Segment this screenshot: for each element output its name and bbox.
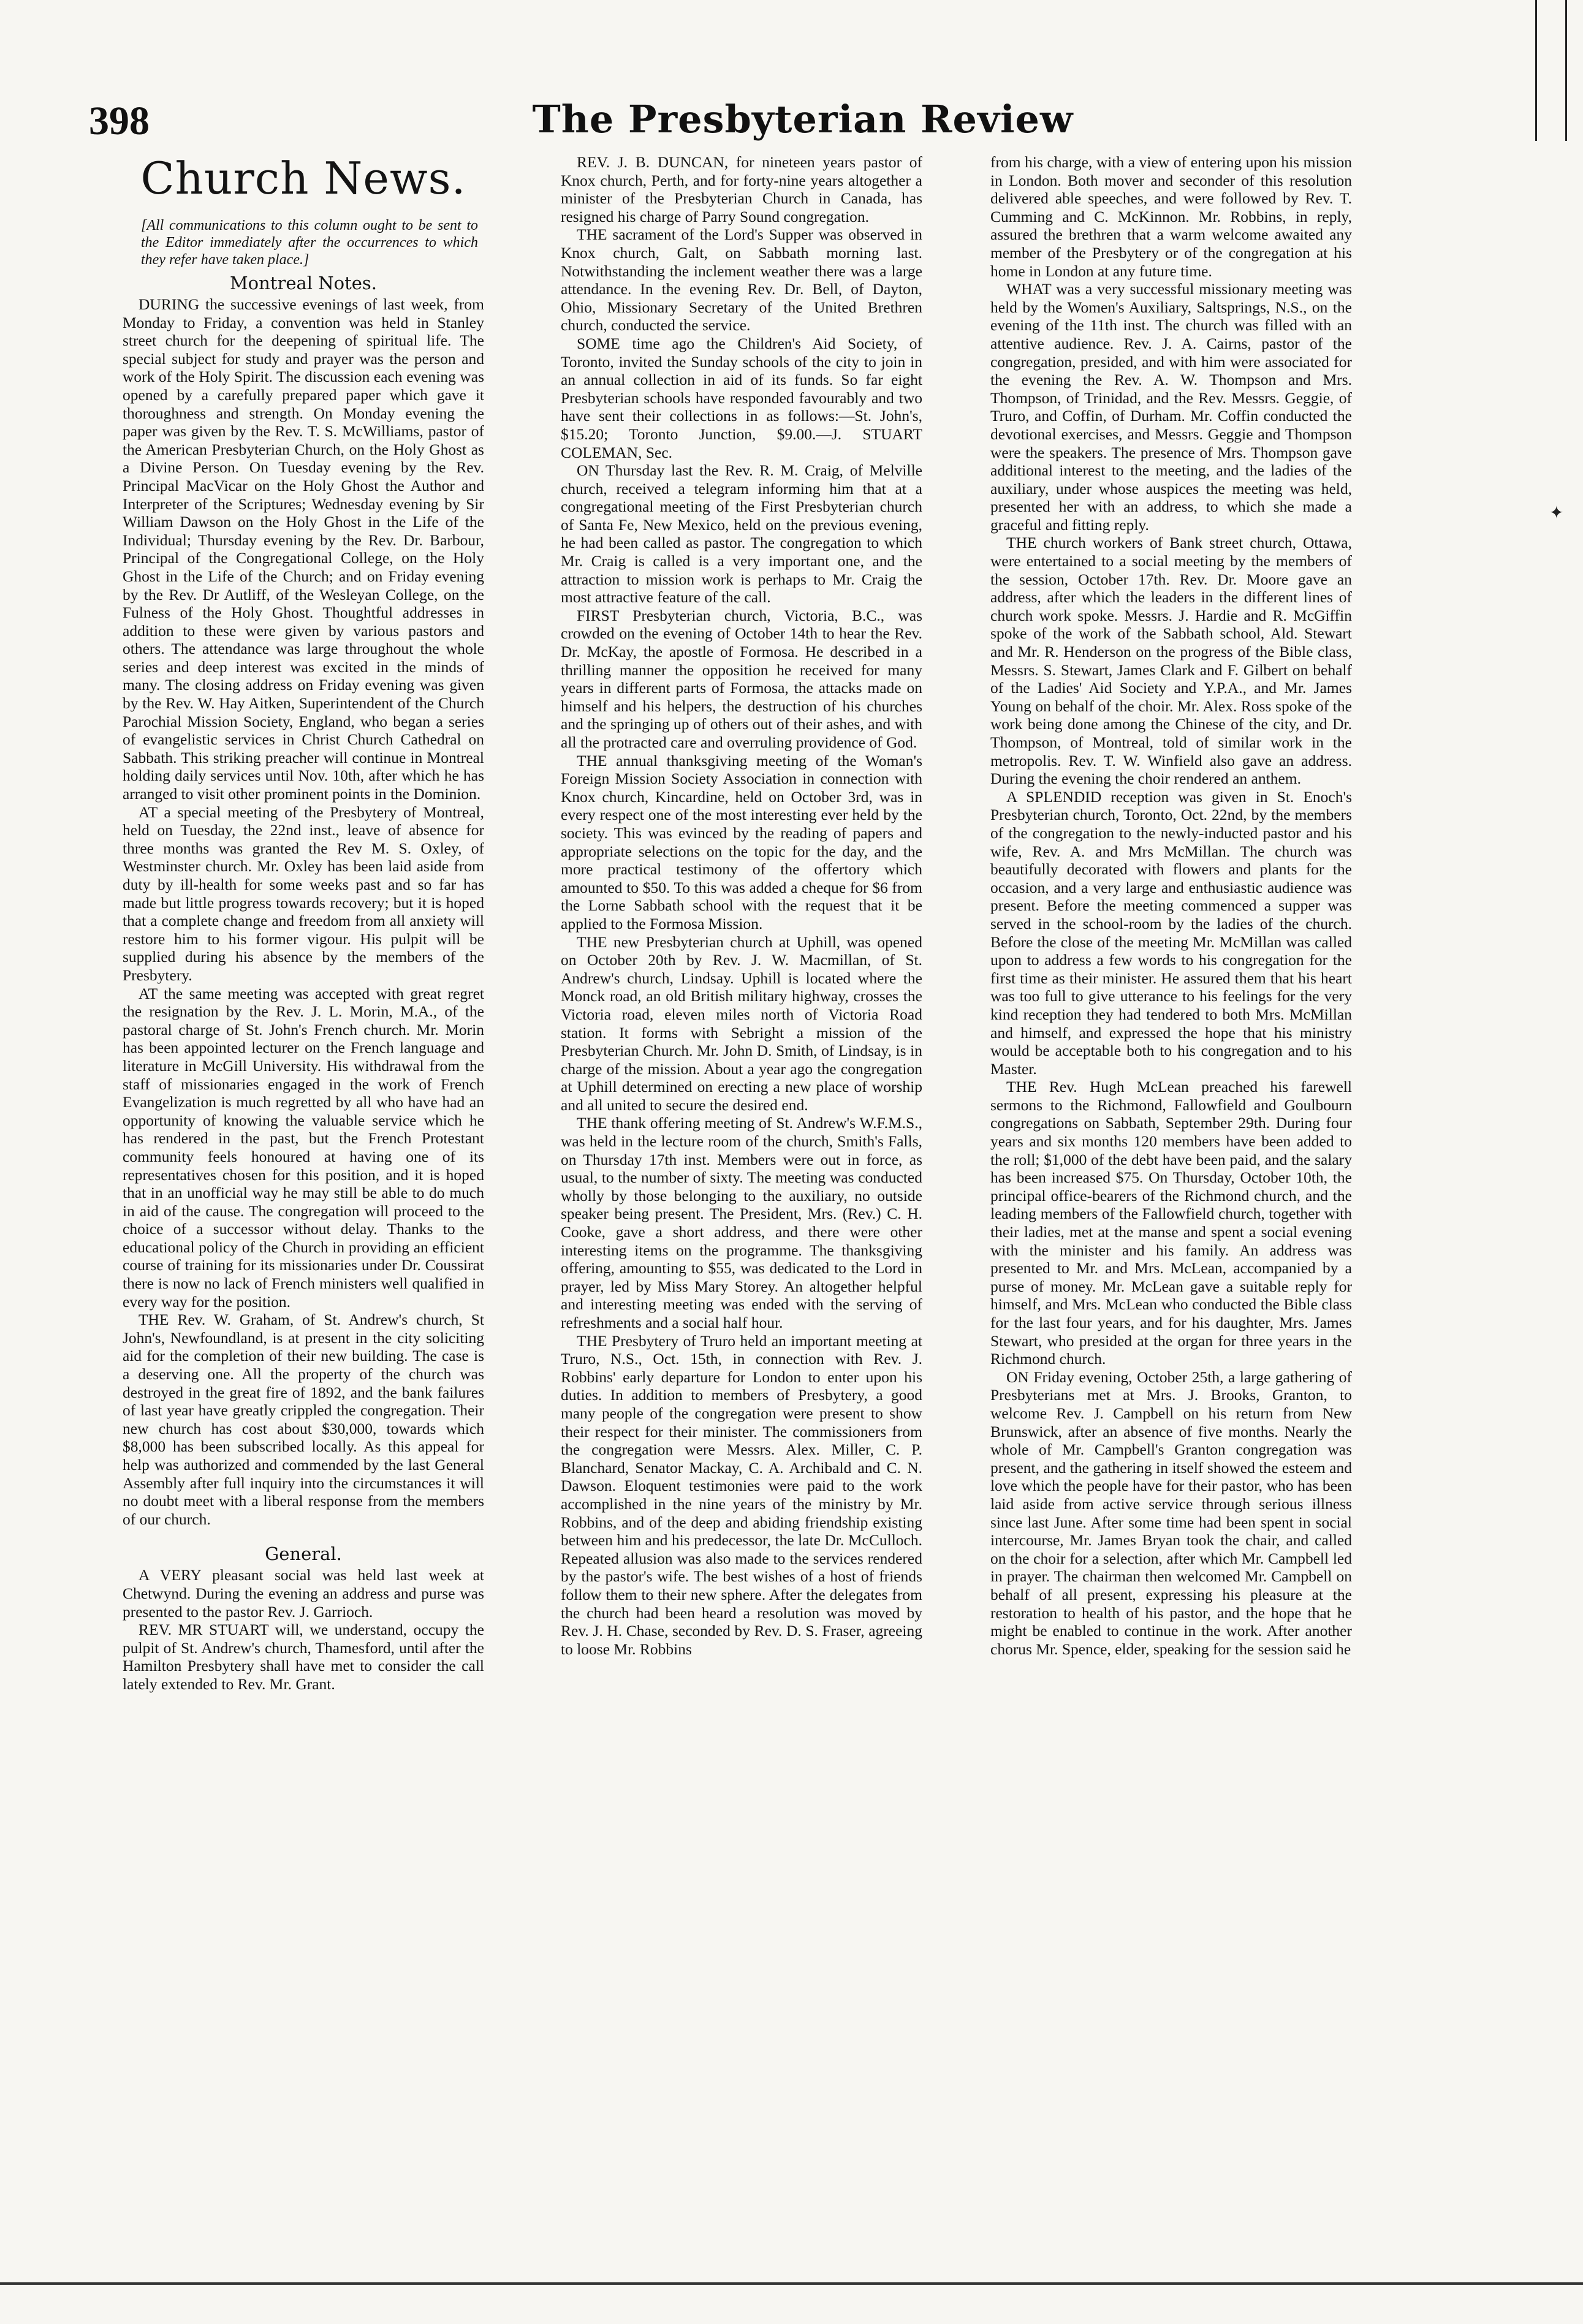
article-paragraph: ON Friday evening, October 25th, a large gathering of Presbyterians met at Mrs. J. Brooks, Granton, to welcome Rev. J. Campbell on his return from New Brunswick, after an absence of five months. Nearly the whole of Mr. Campbell's Granton congregation was present, and the gathering in itself showed the esteem and love which the people have for their pastor, who has been laid aside from active service through serious illness since last June. After some time had been spent in social intercourse, Mr. James Bryan took the chair, and called on the choir for a selection, after which Mr. Campbell led in prayer. The chairman then welcomed Mr. Campbell on behalf of all present, expressing his pleasure at the restoration to health of his pastor, and the hope that he might be enabled to continue in the work. After another chorus Mr. Spence, elder, speaking for the session said he — [990, 1368, 1352, 1658]
subhead-general: General. — [265, 1543, 342, 1565]
article-paragraph: THE thank offering meeting of St. Andrew's W.F.M.S., was held in the lecture room of the church, Smith's Falls, on Thursday 17th inst. Members were out in force, as usual, to the number of sixty. The meeting was conducted wholly by those belonging to the auxiliary, no outside speaker being present. The President, Mrs. (Rev.) C. H. Cooke, gave a short address, and there were other interesting items on the programme. The thanksgiving offering, amounting to $55, was dedicated to the Lord in prayer, led by Miss Mary Storey. An altogether helpful and interesting meeting was ended with the serving of refreshments and a social half hour. — [561, 1114, 922, 1331]
article-paragraph: THE Rev. Hugh McLean preached his farewell sermons to the Richmond, Fallowfield and Goulbourn congregations on Sabbath, September 29th. During four years and six months 120 members have been added to the roll; $1,000 of the debt have been paid, and the salary has been increased $75. On Thursday, October 10th, the principal office-bearers of the Richmond church, and the leading members of the Fallowfield church, together with their ladies, met at the manse and spent a social evening with the minister and his family. An address was presented to Mr. and Mrs. McLean, accompanied by a purse of money. Mr. McLean gave a suitable reply for himself, and Mrs. McLean who conducted the Bible class for the last four years, and for his daughter, Mrs. James Stewart, who presided at the organ for three years in the Richmond church. — [990, 1078, 1352, 1368]
article-paragraph: SOME time ago the Children's Aid Society, of Toronto, invited the Sunday schools of the city to join in an annual collection in aid of its funds. So far eight Presbyterian schools have responded favourably and two have sent their collections in as follows:—St. John's, $15.20; Toronto Junction, $9.00.—J. STUART COLEMAN, Sec. — [561, 334, 922, 461]
section-title: Church News. — [140, 153, 466, 204]
column-2 — [561, 153, 922, 1658]
article-paragraph: A SPLENDID reception was given in St. Enoch's Presbyterian church, Toronto, Oct. 22nd, by the members of the congregation to the newly-inducted pastor and his wife, Rev. A. and Mrs McMillan. The church was beautifully decorated with flowers and plants for the occasion, and a very large and enthusiastic audience was present. Before the meeting commenced a supper was served in the school-room by the ladies of the church. Before the close of the meeting Mr. McMillan was called upon to address a few words to his congregation for the first time as their minister. He assured them that his heart was too full to give utterance to his feelings for the very kind reception they had tendered to both Mrs. McMillan and himself, and expressed the hope that his ministry would be acceptable both to his congregation and to his Master. — [990, 787, 1352, 1078]
publication-title: The Presbyterian Review — [532, 97, 1074, 142]
article-paragraph: THE new Presbyterian church at Uphill, was opened on October 20th by Rev. J. W. Macmillan, of St. Andrew's church, Lindsay. Uphill is located where the Monck road, an old British military highway, crosses the Victoria road, eleven miles north of Victoria Road station. It forms with Sebright a mission of the Presbyterian Church. Mr. John D. Smith, of Lindsay, is in charge of the mission. About a year ago the congregation at Uphill determined on erecting a new place of worship and all united to secure the desired end. — [561, 933, 922, 1114]
article-paragraph: from his charge, with a view of entering upon his mission in London. Both mover and seconder of this resolution delivered able speeches, and were followed by Rev. T. Cumming and C. McKinnon. Mr. Robbins, in reply, assured the brethren that a warm welcome awaited any member of the Presbytery or of the congregation at his home in London at any future time. — [990, 153, 1352, 280]
article-paragraph: THE Presbytery of Truro held an important meeting at Truro, N.S., Oct. 15th, in connection with Rev. J. Robbins' early departure for London to enter upon his duties. In addition to members of Presbytery, a good many people of the congregation were present to show their respect for their minister. The commissioners from the congregation were Messrs. Alex. Miller, C. P. Blanchard, Senator Mackay, C. A. Archibald and C. N. Dawson. Eloquent testimonies were paid to the work accomplished in the nine years of the ministry by Mr. Robbins, and of the deep and abiding friendship existing between him and his predecessor, the late Dr. McCulloch. Repeated allusion was also made to the services rendered by the pastor's wife. The best wishes of a host of friends follow them to their new sphere. After the delegates from the church had been heard a resolution was moved by Rev. J. H. Chase, seconded by Rev. D. S. Fraser, agreeing to loose Mr. Robbins — [561, 1331, 922, 1658]
article-paragraph: THE annual thanksgiving meeting of the Woman's Foreign Mission Society Association in connection with Knox church, Kincardine, held on October 3rd, was in every respect one of the most interesting ever held by the society. This was evinced by the reading of papers and appropriate selections on the topic for the day, and the more practical testimony of the offertory which amounted to $50. To this was added a cheque for $6 from the Lorne Sabbath school with the request that it be applied to the Formosa Mission. — [561, 751, 922, 933]
article-paragraph: THE Rev. W. Graham, of St. Andrew's church, St John's, Newfoundland, is at present in the city soliciting aid for the completion of their new building. The case is a deserving one. All the property of the church was destroyed in the great fire of 1892, and the bank failures of last year have greatly crippled the congregation. Their new church has cost about $30,000, towards which $8,000 has been subscribed locally. As this appeal for help was authorized and commended by the last General Assembly after full inquiry into the circumstances it will no doubt meet with a liberal response from the members of our church. — [123, 1311, 484, 1528]
article-paragraph: REV. MR STUART will, we understand, occupy the pulpit of St. Andrew's church, Thamesford, until after the Hamilton Presbytery shall have met to consider the call lately extended to Rev. Mr. Grant. — [123, 1621, 484, 1693]
page-number: 398 — [89, 99, 150, 143]
column-1 — [123, 153, 484, 1694]
article-paragraph: WHAT was a very successful missionary meeting was held by the Women's Auxiliary, Saltsprings, N.S., on the evening of the 11th inst. The church was filled with an attentive audience. Rev. J. A. Cairns, pastor of the congregation, presided, and with him were associated for the evening the Rev. A. W. Thompson and Mrs. Thompson, of Trinidad, and the Rev. Messrs. Geggie, of Truro, and Coffin, of Durham. Mr. Coffin conducted the devotional exercises, and Messrs. Geggie and Thompson were the speakers. The presence of Mrs. Thompson gave additional interest to the meeting, and the ladies of the auxiliary, under whose auspices the meeting was held, presented her with an address, to which she made a graceful and fitting reply. — [990, 280, 1352, 534]
article-paragraph: THE church workers of Bank street church, Ottawa, were entertained to a social meeting by the members of the session, October 17th. Rev. Dr. Moore gave an address, after which the leaders in the different lines of church work spoke. Messrs. J. Hardie and R. McGiffin spoke of the work of the Sabbath school, Ald. Stewart and Mr. R. Henderson on the progress of the Bible class, Messrs. S. Stewart, James Clark and F. Gilbert on behalf of the Ladies' Aid Society and Y.P.A., and Mr. James Young on behalf of the choir. Mr. Alex. Ross spoke of the work being done among the Chinese of the city, and Dr. Thompson, of Montreal, told of similar work in the metropolis. Rev. T. W. Winfield also gave an address. During the evening the choir rendered an anthem. — [990, 534, 1352, 788]
ink-speck-icon: ✦ — [1549, 502, 1564, 523]
page-edge-mark — [1535, 0, 1567, 141]
article-paragraph: A VERY pleasant social was held last week at Chetwynd. During the evening an address and purse was presented to the pastor Rev. J. Garrioch. — [123, 1566, 484, 1621]
article-paragraph: REV. J. B. DUNCAN, for nineteen years pastor of Knox church, Perth, and for forty-nine years altogether a minister of the Presbyterian Church in Canada, has resigned his charge of Parry Sound congregation. — [561, 153, 922, 225]
article-paragraph: FIRST Presbyterian church, Victoria, B.C., was crowded on the evening of October 14th to hear the Rev. Dr. McKay, the apostle of Formosa. He described in a thrilling manner the opposition he received for many years in different parts of Formosa, the attacks made on himself and his helpers, the destruction of his churches and the springing up of others out of their ashes, and with all the protracted care and overruling providence of God. — [561, 606, 922, 751]
article-paragraph: AT the same meeting was accepted with great regret the resignation by the Rev. J. L. Morin, M.A., of the pastoral charge of St. John's French church. Mr. Morin has been appointed lecturer on the French language and literature in McGill University. His withdrawal from the staff of missionaries engaged in the work of French Evangelization is much regretted by all who have had an opportunity of knowing the valuable service which he has rendered in the past, but the French Protestant community feels honoured at having one of its representatives chosen for this position, and it is hoped that in an unofficial way he may still be able to do much in aid of the cause. The congregation will proceed to the choice of a successor without delay. Thanks to the educational policy of the Church in providing an efficient course of training for its missionaries under Dr. Coussirat there is now no lack of French ministers well qualified in every way for the position. — [123, 984, 484, 1311]
article-paragraph: THE sacrament of the Lord's Supper was observed in Knox church, Galt, on Sabbath morning last. Notwithstanding the inclement weather there was a large attendance. In the evening Rev. Dr. Bell, of Dayton, Ohio, Missionary Secretary of the United Brethren church, conducted the service. — [561, 225, 922, 335]
column-3 — [990, 153, 1352, 1658]
article-paragraph: ON Thursday last the Rev. R. M. Craig, of Melville church, received a telegram informing him that at a congregational meeting of the First Presbyterian church of Santa Fe, New Mexico, held on the previous evening, he had been called as pastor. The congregation to which Mr. Craig is called is a very important one, and the attraction to mission work is perhaps to Mr. Craig the most attractive feature of the call. — [561, 461, 922, 607]
subhead-montreal-notes: Montreal Notes. — [229, 273, 378, 293]
article-paragraph: AT a special meeting of the Presbytery of Montreal, held on Tuesday, the 22nd inst., leave of absence for three months was granted the Rev M. S. Oxley, of Westminster church. Mr. Oxley has been laid aside from duty by ill-health for some weeks past and so far has made but little progress towards recovery; but it is hoped that a complete change and freedom from all anxiety will restore him to his former vigour. His pulpit will be supplied during his absence by the members of the Presbytery. — [123, 803, 484, 984]
page-bottom-rule — [0, 2282, 1583, 2292]
editor-note: [All communications to this column ought to be sent to the Editor immediately after the occurrences to which they refer have taken place.] — [141, 218, 478, 268]
article-paragraph: DURING the successive evenings of last week, from Monday to Friday, a convention was held in Stanley street church for the deepening of spiritual life. The special subject for study and prayer was the person and work of the Holy Spirit. The discussion each evening was opened by a carefully prepared paper which gave it thoroughness and strength. On Monday evening the paper was given by the Rev. T. S. McWilliams, pastor of the American Presbyterian Church, on the Holy Ghost as a Divine Person. On Tuesday evening by the Rev. Principal MacVicar on the Holy Ghost the Author and Interpreter of the Scriptures; Wednesday evening by Sir William Dawson on the Holy Ghost in the Life of the Individual; Thursday evening by the Rev. Dr. Barbour, Principal of the Congregational College, on the Holy Ghost in the Life of the Church; and on Friday evening by the Rev. Dr Autliff, of the Wesleyan College, on the Fulness of the Holy Ghost. Thoughtful addresses in addition to these were given by various pastors and others. The attendance was large throughout the whole series and deep interest was excited in the minds of many. The closing address on Friday evening was given by the Rev. W. Hay Aitken, Superintendent of the Church Parochial Mission Society, England, who began a series of evangelistic services in Christ Church Cathedral on Sabbath. This striking preacher will continue in Montreal holding daily services until Nov. 10th, after which he has arranged to visit other prominent points in the Dominion. — [123, 295, 484, 803]
